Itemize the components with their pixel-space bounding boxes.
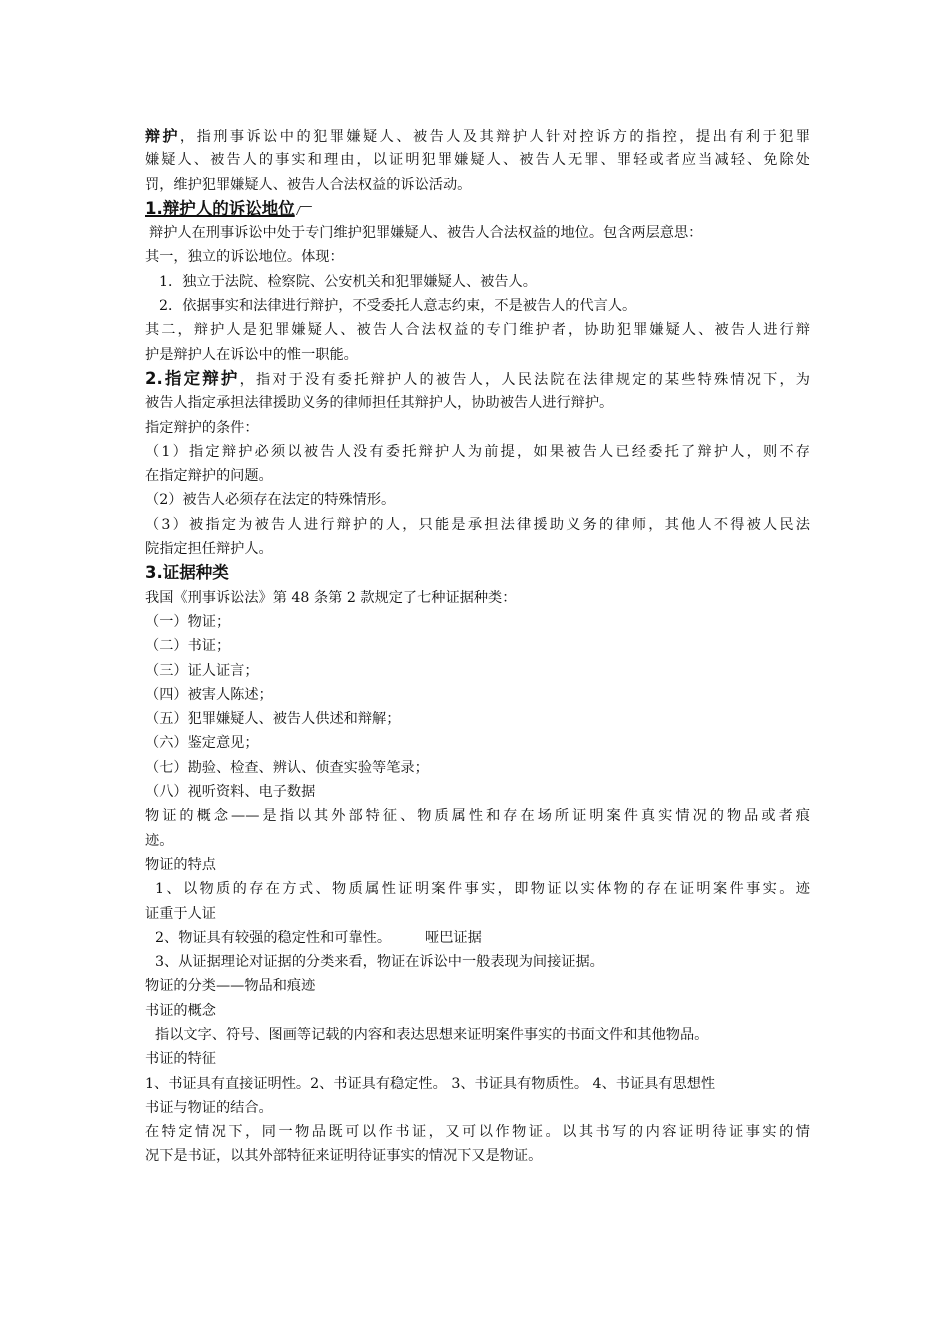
paragraph-defense-line-3: 罚，维护犯罪嫌疑人、被告人合法权益的诉讼活动。 [145,176,472,193]
comment-mark-icon [296,206,312,215]
physical-evidence-concept-line-2: 迹。 [145,832,174,849]
defender-status-item-1: 1．独立于法院、检察院、公安机关和犯罪嫌疑人、被告人。 [159,273,537,290]
evidence-kind-item: （三）证人证言； [145,662,259,679]
evidence-kind-item: （六）鉴定意见； [145,735,259,752]
document-body [145,124,810,1169]
defender-status-first: 其一，独立的诉讼地位。体现： [145,249,344,266]
assigned-defense-line-2: 被告人指定承担法律援助义务的律师担任其辩护人，协助被告人进行辩护。 [145,395,614,412]
physical-evidence-concept-line-1: 物证的概念——是指以其外部特征、物质属性和存在场所证明案件真实情况的物品或者痕 [145,808,810,825]
documentary-evidence-concept-title: 书证的概念 [145,1002,216,1019]
condition-3-line-1: （3）被指定为被告人进行辩护的人，只能是承担法律援助义务的律师，其他人不得被人民法 [145,516,810,533]
side-note: 哑巴证据 [425,929,482,946]
heading-defender-status [145,197,810,221]
evidence-kind-item: （五）犯罪嫌疑人、被告人供述和辩解； [145,711,401,728]
evidence-kind-item: （一）物证； [145,613,231,630]
documentary-physical-combination: 书证与物证的结合。 [145,1099,273,1116]
text: 2、物证具有较强的稳定性和可靠性。 [155,929,392,946]
paragraph-defense-line-1 [145,124,810,148]
condition-3-line-2: 院指定担任辩护人。 [145,541,273,558]
evidence-kind-item: （八）视听资料、电子数据 [145,784,316,801]
combination-line-1: 在特定情况下，同一物品既可以作书证，又可以作物证。以其书写的内容证明待证事实的情 [145,1124,810,1141]
condition-2: （2）被告人必须存在法定的特殊情形。 [145,492,396,509]
physical-evidence-feature-1-line-2: 证重于人证 [145,905,216,922]
heading-evidence-types: 3.证据种类 [145,563,229,583]
text: ，指对于没有委托辩护人的被告人，人民法院在法律规定的某些特殊情况下，为 [239,371,810,388]
physical-evidence-features-title: 物证的特点 [145,856,216,873]
defender-status-item-2: 2．依据事实和法律进行辩护，不受委托人意志约束，不是被告人的代言人。 [159,298,637,315]
text: ，指刑事诉讼中的犯罪嫌疑人、被告人及其辩护人针对控诉方的指控，提出有利于犯罪 [179,129,810,145]
condition-1-line-1: （1）指定辩护必须以被告人没有委托辩护人为前提，如果被告人已经委托了辩护人，则不存 [145,443,810,460]
assigned-defense-conditions-title: 指定辩护的条件： [145,419,259,436]
documentary-evidence-features-title: 书证的特征 [145,1051,216,1068]
defender-status-intro: 辩护人在刑事诉讼中处于专门维护犯罪嫌疑人、被告人合法权益的地位。包含两层意思： [149,225,703,242]
evidence-kind-item: （二）书证； [145,638,231,655]
evidence-kind-item: （七）勘验、检查、辨认、侦查实验等笔录； [145,759,429,776]
documentary-evidence-concept: 指以文字、符号、图画等记载的内容和表达思想来证明案件事实的书面文件和其他物品。 [155,1026,709,1043]
physical-evidence-feature-3: 3、从证据理论对证据的分类来看，物证在诉讼中一般表现为间接证据。 [155,954,604,971]
condition-1-line-2: 在指定辩护的问题。 [145,468,273,485]
defender-status-second-line-2: 护是辩护人在诉讼中的惟一职能。 [145,346,358,363]
heading-assigned-defense: 2.指定辩护 [145,368,240,388]
heading-text: 1.辩护人的诉讼地位 [145,198,295,218]
combination-line-2: 况下是书证，以其外部特征来证明待证事实的情况下又是物证。 [145,1148,543,1165]
defender-status-second-line-1: 其二，辩护人是犯罪嫌疑人、被告人合法权益的专门维护者，协助犯罪嫌疑人、被告人进行辩 [145,322,810,339]
paragraph-defense-line-2: 嫌疑人、被告人的事实和理由，以证明犯罪嫌疑人、被告人无罪、罪轻或者应当减轻、免除处 [145,152,810,169]
physical-evidence-feature-2 [145,926,810,950]
physical-evidence-feature-1-line-1: 1、以物质的存在方式、物质属性证明案件事实，即物证以实体物的存在证明案件事实。迹 [155,881,810,898]
evidence-types-intro: 我国《刑事诉讼法》第 48 条第 2 款规定了七种证据种类： [145,589,517,606]
evidence-kind-item: （四）被害人陈述； [145,686,273,703]
term-defense: 辩护 [145,127,180,145]
assigned-defense-line-1 [145,367,810,391]
documentary-evidence-features: 1、书证具有直接证明性。2、书证具有稳定性。 3、书证具有物质性。 4、书证具有思想性 [145,1075,716,1092]
physical-evidence-classification: 物证的分类——物品和痕迹 [145,978,316,995]
